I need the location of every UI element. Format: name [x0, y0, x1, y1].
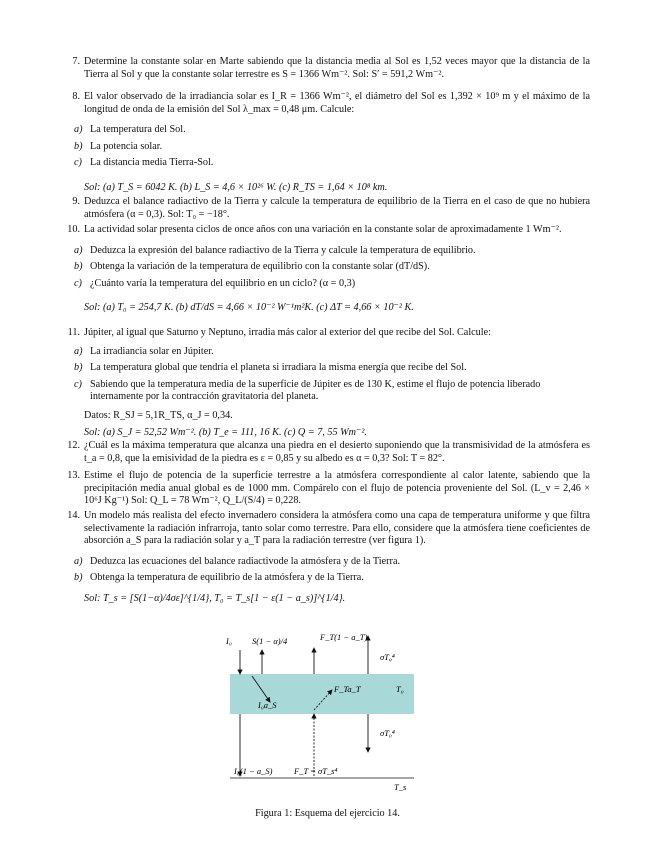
problem-number: 13.: [67, 470, 80, 481]
problem-7: [66, 56, 590, 81]
problem-9: [66, 196, 590, 221]
subitem-c: c) La distancia media Tierra-Sol.: [74, 157, 214, 169]
problem-number: 12.: [67, 440, 80, 451]
label-ft-at: F_Ta_T: [334, 684, 361, 694]
problem-10: [66, 224, 590, 315]
solution: Sol: (a) T₀ = 254,7 K. (b) dT/dS = 4,66 × 10⁻² W⁻¹m²K. (c) ΔT = 4,66 × 10⁻² K.: [84, 302, 414, 314]
subitem-b: b) La temperatura global que tendría el planeta si irradiara la misma energía que recibe del Sol.: [74, 362, 467, 374]
solution: Sol: (a) S_J = 52,52 Wm⁻². (b) T_e = 111, 16 K. (c) Q = 7, 55 Wm⁻².: [84, 426, 367, 438]
problem-text: Un modelo más realista del efecto invernadero considera la atmósfera como una capa de temperatura uniforme y que filtra selectivamente la radiación infrarroja, tanto solar como terrestre. Para ello, considere que la atmósfera tiene coeficientes de absorción a_S para la radiación solar y a_T para la radiación terrestre (ver figura 1).: [84, 510, 590, 547]
problem-13: [66, 470, 590, 508]
solution: Sol: T_s = [S(1−α)/4σε]^{1/4}, T₀ = T_s[1 − ε(1 − a_s)]^{1/4}.: [84, 592, 346, 604]
problem-number: 11.: [67, 327, 80, 338]
problem-12: [66, 440, 590, 465]
problem-8: [66, 91, 590, 195]
label-ft-surface: F_T = σT_s⁴: [294, 766, 338, 776]
problem-text: Deduzca el balance radiactivo de la Tierra y calcule la temperatura de equilibrio de la Tierra en el caso de que no hubiera atmósfera (α = 0,3). Sol: T₀ = −18°.: [84, 196, 590, 220]
problem-number: 9.: [72, 196, 80, 207]
problem-14: [66, 510, 590, 606]
subitem-a: a) La temperatura del Sol.: [74, 124, 186, 136]
problem-text: La actividad solar presenta ciclos de once años con una variación en la constante solar de aproximadamente 1 Wm⁻².: [84, 224, 562, 235]
figure-1-diagram: [222, 628, 422, 798]
subitem-a: a) Deduzca la expresión del balance radiactivo de la Tierra y calcule la temperatura de equilibrio.: [74, 244, 476, 256]
subitem-b: b) La potencia solar.: [74, 140, 163, 152]
label-i0-transmitted: I₀(1 − a_S): [234, 766, 273, 776]
subitem-a: a) La irradiancia solar en Júpiter.: [74, 345, 214, 357]
problem-text: Determine la constante solar en Marte sabiendo que la distancia media al Sol es 1,52 veces mayor que la distancia de la Tierra al Sol y que la constante solar terrestre es S = 1366 Wm⁻². Sol: S′ = 591,2 Wm⁻².: [84, 56, 590, 80]
label-ts: T_s: [394, 782, 407, 792]
problem-text: Estime el flujo de potencia de la superficie terrestre a la atmósfera correspondiente al calor latente, sabiendo que la precipitación media anual global es de 1000 mm. Compárelo con el flujo de potencia proveniente del Sol. (L_v = 2,46 × 10⁶J Kg⁻¹) Sol: Q_L = 78 Wm⁻², Q_L/(S/4) = 0,228.: [84, 470, 590, 507]
label-ft-transmitted: F_T(1 − a_T): [320, 632, 368, 642]
label-sigma-t0-up: σT₀⁴: [380, 652, 395, 662]
subitem-b: b) Obtenga la temperatura de equilibrio de la atmósfera y de la Tierra.: [74, 572, 364, 584]
figure-caption: Figura 1: Esquema del ejercicio 14.: [255, 808, 400, 819]
data-line: Datos: R_SJ = 5,1R_TS, α_J = 0,34.: [84, 409, 233, 421]
subitem-b: b) Obtenga la variación de la temperatura de equilibrio con la constante solar (dT/dS).: [74, 261, 430, 273]
problem-number: 8.: [72, 91, 80, 102]
solution: Sol: (a) T_S = 6042 K. (b) L_S = 4,6 × 10²⁶ W. (c) R_TS = 1,64 × 10⁸ km.: [84, 181, 388, 193]
problem-number: 7.: [72, 56, 80, 67]
label-i0: I₀: [226, 636, 232, 646]
label-s-reflected: S(1 − α)/4: [252, 636, 288, 646]
problem-number: 14.: [67, 510, 80, 521]
problem-text: Júpiter, al igual que Saturno y Neptuno, irradia más calor al exterior del que recibe del Sol. Calcule:: [84, 327, 491, 338]
label-t0: T₀: [396, 684, 404, 694]
subitem-a: a) Deduzca las ecuaciones del balance radiactivode la atmósfera y de la Tierra.: [74, 555, 401, 567]
label-sigma-t0-down: σT₀⁴: [380, 728, 395, 738]
problem-text: ¿Cuál es la máxima temperatura que alcanza una piedra en el desierto suponiendo que la transmisividad de la atmósfera es t_a = 0,8, que la emisividad de la piedra es ε = 0,85 y su albedo es α = 0,3? Sol: T = 82°.: [84, 440, 590, 464]
subitem-c: c) Sabiendo que la temperatura media de la superficie de Júpiter es de 130 K, estime el flujo de potencia liberado internamente por la contracción gravitatoria del planeta.: [74, 378, 541, 403]
subitem-c: c) ¿Cuánto varía la temperatura del equilibrio en un ciclo? (α = 0,3): [74, 277, 356, 289]
problem-number: 10.: [67, 224, 80, 235]
problem-11: [66, 327, 590, 439]
label-i0-as: I₀a_S: [258, 700, 277, 710]
problem-text: El valor observado de la irradiancia solar es I_R = 1366 Wm⁻², el diámetro del Sol es 1,392 × 10⁹ m y el máximo de la longitud de onda de la emisión del Sol λ_max = 0,48 μm. Calcule:: [84, 91, 590, 115]
